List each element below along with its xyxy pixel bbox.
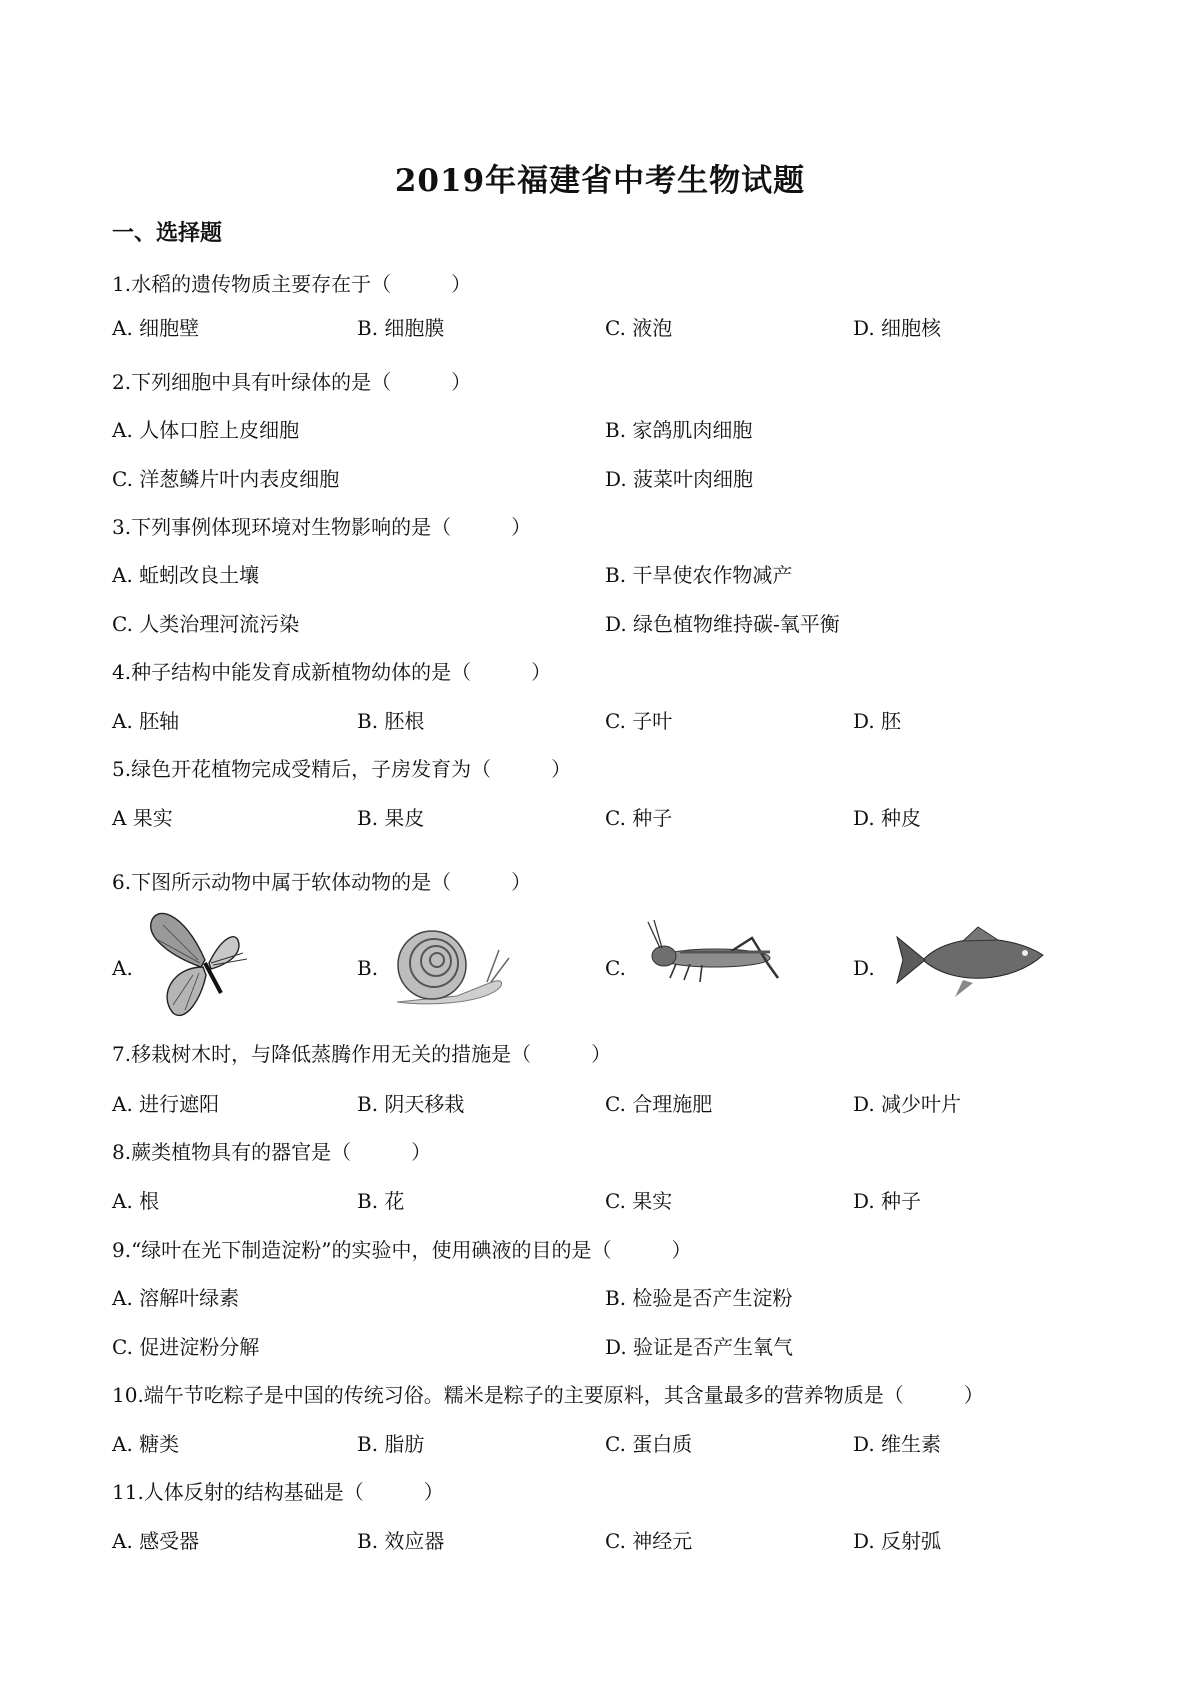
q4-option-d: D. 胚 <box>853 709 902 733</box>
q1-option-d: D. 细胞核 <box>853 316 942 340</box>
question-4-stem: 4.种子结构中能发育成新植物幼体的是（ ） <box>112 660 552 684</box>
q5-option-d: D. 种皮 <box>853 806 922 830</box>
question-3-stem: 3.下列事例体现环境对生物影响的是（ ） <box>112 515 532 539</box>
q2-option-b: B. 家鸽肌肉细胞 <box>605 418 753 442</box>
q3-option-d: D. 绿色植物维持碳-氧平衡 <box>605 612 840 636</box>
q11-option-a: A. 感受器 <box>112 1529 200 1553</box>
q1-option-c: C. 液泡 <box>605 316 673 340</box>
q11-option-c: C. 神经元 <box>605 1529 693 1553</box>
q9-option-b: B. 检验是否产生淀粉 <box>605 1286 793 1310</box>
question-5-stem: 5.绿色开花植物完成受精后，子房发育为（ ） <box>112 757 572 781</box>
q8-option-c: C. 果实 <box>605 1189 673 1213</box>
q6-option-b: B. <box>357 956 379 980</box>
question-1-stem: 1.水稻的遗传物质主要存在于（ ） <box>112 272 472 296</box>
q7-option-b: B. 阴天移栽 <box>357 1092 465 1116</box>
q2-option-c: C. 洋葱鳞片叶内表皮细胞 <box>112 467 340 491</box>
question-11-stem: 11.人体反射的结构基础是（ ） <box>112 1480 444 1504</box>
q3-option-b: B. 干旱使农作物减产 <box>605 563 793 587</box>
q4-option-a: A. 胚轴 <box>112 709 180 733</box>
fish-image <box>893 925 1053 1000</box>
q8-option-b: B. 花 <box>357 1189 405 1213</box>
butterfly-image <box>143 905 268 1025</box>
q6-option-c: C. <box>605 956 626 980</box>
q10-option-b: B. 脂肪 <box>357 1432 425 1456</box>
q1-option-a: A. 细胞壁 <box>112 316 200 340</box>
question-9-stem: 9.“绿叶在光下制造淀粉”的实验中，使用碘液的目的是（ ） <box>112 1238 692 1262</box>
question-7-stem: 7.移栽树木时，与降低蒸腾作用无关的措施是（ ） <box>112 1042 612 1066</box>
q9-option-c: C. 促进淀粉分解 <box>112 1335 260 1359</box>
q2-option-d: D. 菠菜叶肉细胞 <box>605 467 754 491</box>
q11-option-b: B. 效应器 <box>357 1529 445 1553</box>
q5-option-b: B. 果皮 <box>357 806 425 830</box>
q10-option-a: A. 糖类 <box>112 1432 180 1456</box>
page-title: 2019年福建省中考生物试题 <box>394 163 806 199</box>
q6-option-d: D. <box>853 956 875 980</box>
q9-option-d: D. 验证是否产生氧气 <box>605 1335 794 1359</box>
q4-option-b: B. 胚根 <box>357 709 425 733</box>
q7-option-d: D. 减少叶片 <box>853 1092 962 1116</box>
q8-option-d: D. 种子 <box>853 1189 922 1213</box>
grasshopper-image <box>640 918 785 988</box>
q9-option-a: A. 溶解叶绿素 <box>112 1286 240 1310</box>
q6-option-a: A. <box>112 956 133 980</box>
q5-option-a: A 果实 <box>112 806 173 830</box>
q3-option-c: C. 人类治理河流污染 <box>112 612 300 636</box>
q1-option-b: B. 细胞膜 <box>357 316 445 340</box>
q8-option-a: A. 根 <box>112 1189 160 1213</box>
q7-option-c: C. 合理施肥 <box>605 1092 713 1116</box>
q10-option-d: D. 维生素 <box>853 1432 942 1456</box>
q4-option-c: C. 子叶 <box>605 709 673 733</box>
question-6-stem: 6.下图所示动物中属于软体动物的是（ ） <box>112 870 532 894</box>
q7-option-a: A. 进行遮阳 <box>112 1092 220 1116</box>
q10-option-c: C. 蛋白质 <box>605 1432 693 1456</box>
q5-option-c: C. 种子 <box>605 806 673 830</box>
q11-option-d: D. 反射弧 <box>853 1529 942 1553</box>
q3-option-a: A. 蚯蚓改良土壤 <box>112 563 260 587</box>
question-10-stem: 10.端午节吃粽子是中国的传统习俗。糯米是粽子的主要原料，其含量最多的营养物质是（ ） <box>112 1383 984 1407</box>
q2-option-a: A. 人体口腔上皮细胞 <box>112 418 300 442</box>
question-2-stem: 2.下列细胞中具有叶绿体的是（ ） <box>112 370 472 394</box>
snail-image <box>387 920 512 1010</box>
section-heading: 一、选择题 <box>112 220 223 246</box>
question-8-stem: 8.蕨类植物具有的器官是（ ） <box>112 1140 432 1164</box>
